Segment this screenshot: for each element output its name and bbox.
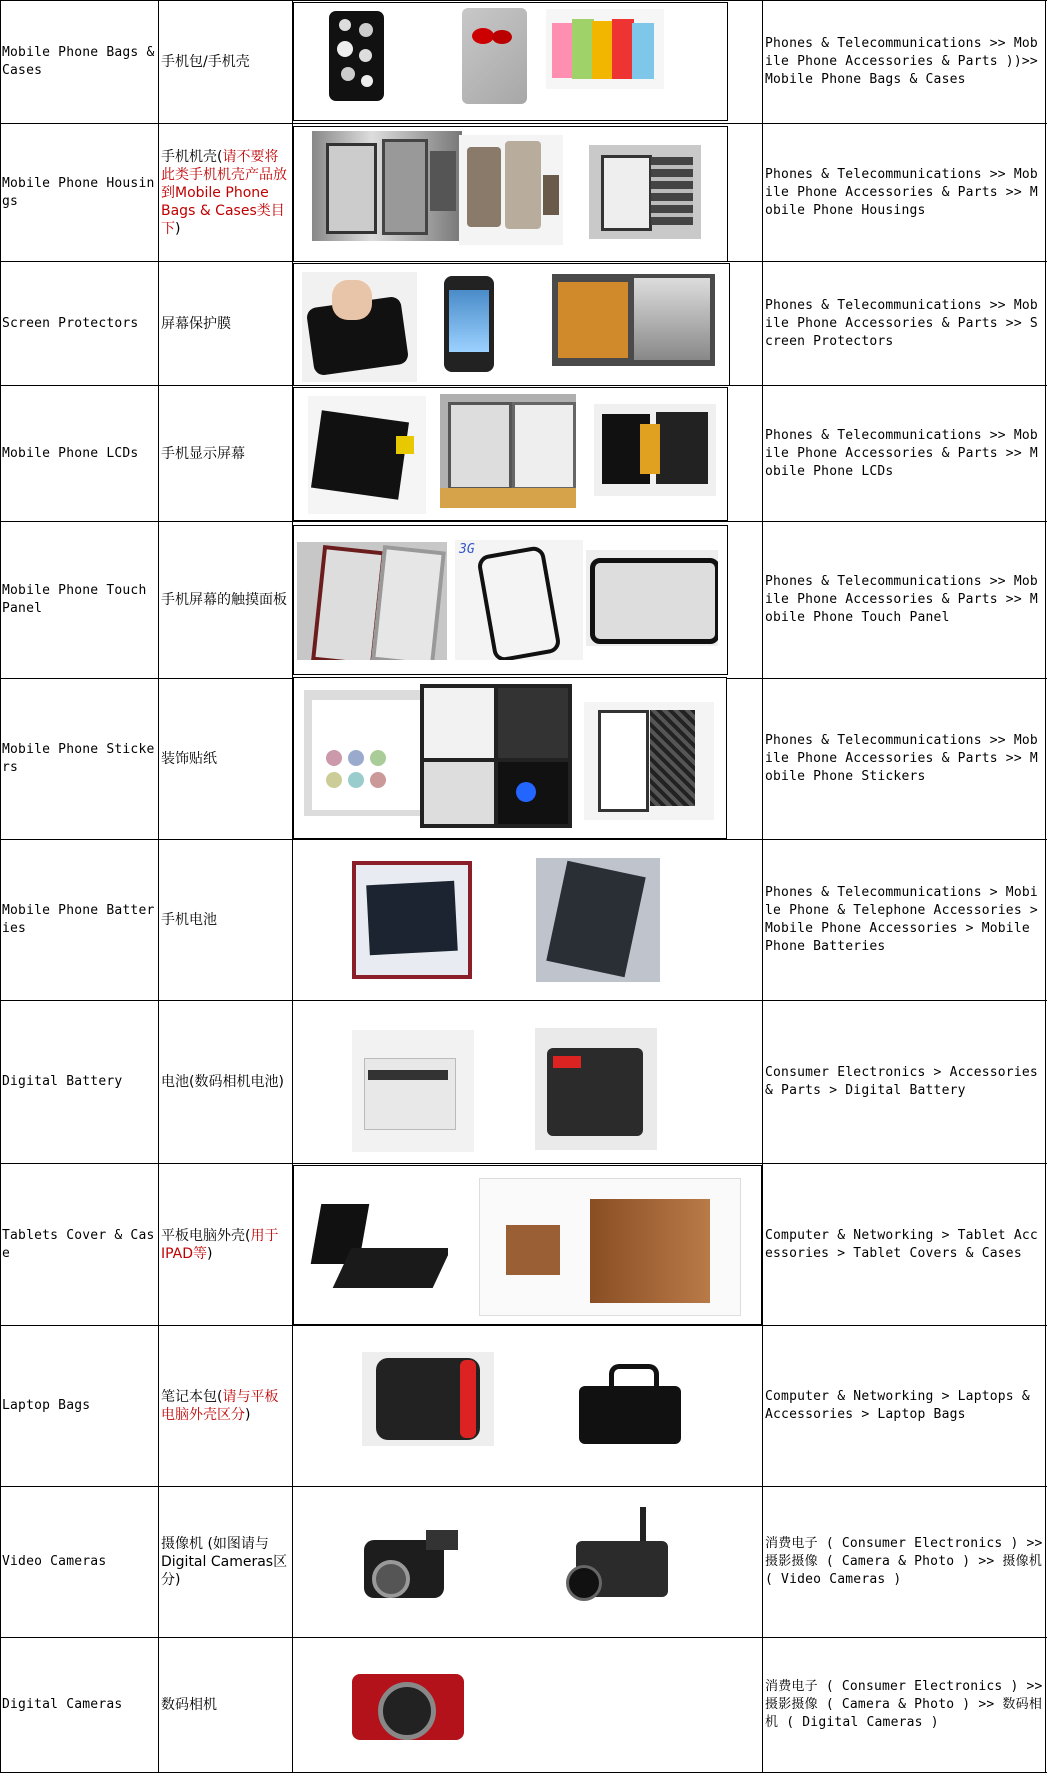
product-image bbox=[297, 542, 447, 660]
english-category: Digital Battery bbox=[2, 1074, 123, 1089]
product-image bbox=[594, 404, 716, 496]
product-images bbox=[293, 1165, 762, 1325]
chinese-category bbox=[161, 0, 291, 123]
product-image bbox=[584, 702, 714, 820]
product-image bbox=[302, 272, 417, 382]
category-path: Phones & Telecommunications >> Mobile Phone Accessories & Parts >> Mobile Phone Housings bbox=[765, 166, 1038, 218]
category-path: Consumer Electronics > Accessories & Parts > Digital Battery bbox=[765, 1065, 1038, 1098]
product-image: 3G bbox=[455, 540, 583, 660]
product-image bbox=[589, 145, 701, 239]
product-images bbox=[293, 263, 730, 386]
english-category: Mobile Phone Housings bbox=[2, 175, 155, 209]
product-image bbox=[312, 131, 462, 241]
chinese-category bbox=[161, 840, 291, 1000]
cn-label: 摄像机 (如图请与Digital Cameras区分) bbox=[161, 1536, 288, 1588]
category-path: Phones & Telecommunications >> Mobile Phone Accessories & Parts ))>> Mobile Phone Bags & Cases bbox=[765, 35, 1038, 87]
english-category: Mobile Phone LCDs bbox=[2, 445, 139, 461]
product-image bbox=[329, 11, 384, 101]
grid-line bbox=[158, 0, 159, 1773]
product-images bbox=[293, 525, 728, 675]
cn-note: 用于IPAD等 bbox=[161, 1227, 279, 1262]
product-images bbox=[293, 677, 727, 839]
english-category: Digital Cameras bbox=[2, 1697, 123, 1712]
product-image bbox=[552, 274, 715, 366]
cn-label: 数码相机 bbox=[161, 1697, 217, 1713]
english-category: Video Cameras bbox=[2, 1554, 107, 1569]
chinese-category bbox=[161, 386, 291, 521]
cn-tail: ) bbox=[245, 1407, 251, 1423]
grid-line bbox=[1045, 0, 1046, 1773]
cn-label: 手机包/手机壳 bbox=[161, 53, 250, 70]
chinese-category bbox=[161, 1164, 291, 1325]
product-image bbox=[352, 861, 472, 979]
product-image bbox=[535, 1028, 657, 1150]
product-image bbox=[352, 1030, 474, 1152]
product-image bbox=[479, 1178, 741, 1316]
product-image bbox=[546, 9, 664, 89]
category-path: Phones & Telecommunications >> Mobile Phone Accessories & Parts >> Mobile Phone Touch Panel bbox=[765, 574, 1038, 625]
chinese-category bbox=[161, 1638, 291, 1772]
category-path: Phones & Telecommunications >> Mobile Phone Accessories & Parts >> Mobile Phone Stickers bbox=[765, 733, 1038, 784]
product-image bbox=[348, 1668, 470, 1754]
cn-label: 平板电脑外壳( bbox=[161, 1227, 251, 1244]
product-images bbox=[293, 2, 728, 121]
product-image bbox=[440, 394, 576, 508]
cn-label: 手机屏幕的触摸面板 bbox=[161, 592, 287, 608]
chinese-category bbox=[161, 262, 291, 385]
chinese-category bbox=[161, 679, 291, 839]
grid-line bbox=[762, 0, 763, 1773]
cn-note: 请与平板电脑外壳区分 bbox=[161, 1389, 279, 1423]
cn-label: 电池(数码相机电池) bbox=[161, 1074, 284, 1090]
cn-tail: ) bbox=[207, 1245, 213, 1262]
chinese-category bbox=[161, 1001, 291, 1163]
english-category: Screen Protectors bbox=[2, 315, 139, 331]
product-image bbox=[356, 1516, 468, 1612]
category-path: Phones & Telecommunications >> Mobile Phone Accessories & Parts >> Screen Protectors bbox=[765, 297, 1038, 349]
english-category: Laptop Bags bbox=[2, 1398, 91, 1413]
cn-label: 笔记本包( bbox=[161, 1389, 223, 1405]
product-image bbox=[459, 135, 563, 245]
product-image bbox=[462, 8, 527, 104]
category-path: Computer & Networking > Laptops & Accessories > Laptop Bags bbox=[765, 1389, 1030, 1422]
chinese-category bbox=[161, 124, 291, 261]
product-image bbox=[306, 1188, 448, 1300]
product-image bbox=[575, 1356, 685, 1448]
grid-line bbox=[0, 0, 1, 1773]
product-image bbox=[362, 1352, 494, 1446]
chinese-category bbox=[161, 1326, 291, 1486]
cn-note: 请不要将此类手机机壳产品放到Mobile Phone Bags & Cases类目下 bbox=[161, 148, 287, 237]
english-category: Mobile Phone Batteries bbox=[2, 903, 155, 936]
english-category: Mobile Phone Bags & Cases bbox=[2, 44, 155, 78]
english-category: Mobile Phone Stickers bbox=[2, 742, 155, 775]
category-path: Computer & Networking > Tablet Accessories > Tablet Covers & Cases bbox=[765, 1227, 1038, 1261]
cn-label: 装饰贴纸 bbox=[161, 751, 217, 767]
category-path: Phones & Telecommunications > Mobile Phone & Telephone Accessories > Mobile Phone Accessories > Mobile Phone Batteries bbox=[765, 885, 1038, 954]
english-category: Mobile Phone Touch Panel bbox=[2, 583, 147, 616]
product-images bbox=[293, 387, 728, 521]
product-image bbox=[586, 550, 718, 646]
category-path: 消费电子 ( Consumer Electronics ) >> 摄影摄像 ( Camera & Photo ) >> 摄像机 ( Video Cameras ) bbox=[765, 1536, 1043, 1587]
cn-label: 手机机壳( bbox=[161, 148, 223, 165]
chinese-category bbox=[161, 1487, 291, 1637]
english-category: Tablets Cover & Case bbox=[2, 1227, 155, 1261]
product-image bbox=[444, 276, 494, 372]
cn-tail: ) bbox=[175, 220, 181, 237]
category-path: 消费电子 ( Consumer Electronics ) >> 摄影摄像 ( Camera & Photo ) >> 数码相机 ( Digital Cameras ) bbox=[765, 1679, 1043, 1730]
product-image bbox=[566, 1505, 678, 1617]
chinese-category bbox=[161, 522, 291, 678]
product-images bbox=[293, 126, 728, 262]
cn-label: 手机显示屏幕 bbox=[161, 445, 245, 462]
product-image bbox=[536, 858, 660, 982]
cn-label: 屏幕保护膜 bbox=[161, 315, 231, 332]
cn-label: 手机电池 bbox=[161, 912, 217, 928]
product-image bbox=[420, 684, 572, 828]
category-path: Phones & Telecommunications >> Mobile Phone Accessories & Parts >> Mobile Phone LCDs bbox=[765, 427, 1038, 479]
product-image bbox=[308, 396, 426, 514]
